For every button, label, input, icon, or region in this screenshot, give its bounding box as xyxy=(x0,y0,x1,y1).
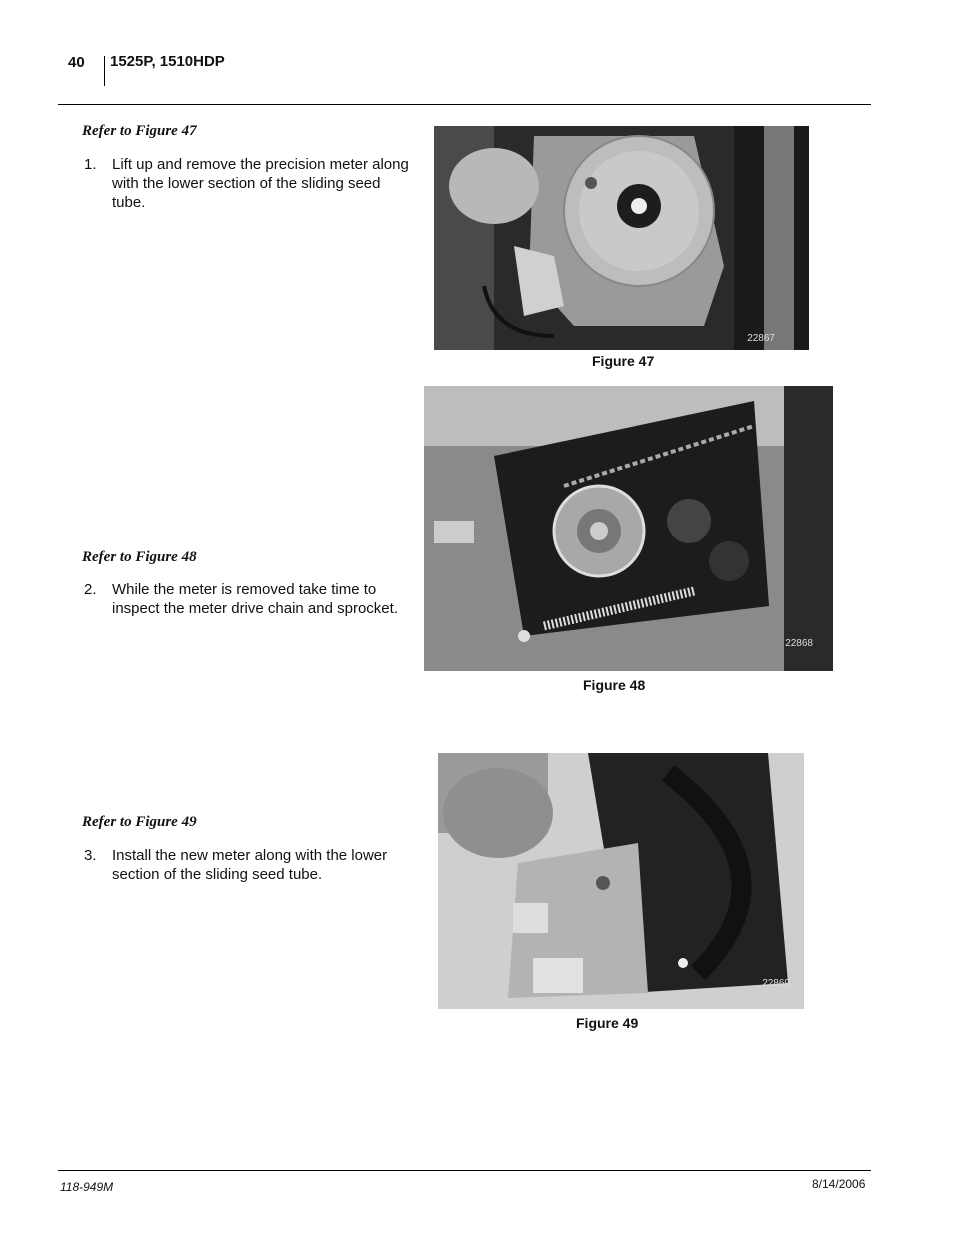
figure-48-caption: Figure 48 xyxy=(583,677,646,693)
step-text: Lift up and remove the precision meter along with the lower section of the sliding seed tube. xyxy=(112,156,409,211)
step-2 xyxy=(84,580,414,620)
document-title: 1525P, 1510HDP xyxy=(110,53,225,70)
header-rule xyxy=(58,104,871,105)
figure-reference-49: Refer to Figure 49 xyxy=(82,814,197,830)
figure-reference-48: Refer to Figure 48 xyxy=(82,549,197,565)
figure-47-photo xyxy=(434,126,809,350)
page-number: 40 xyxy=(68,54,85,71)
document-date: 8/14/2006 xyxy=(812,1177,866,1191)
header-divider xyxy=(104,56,105,86)
photo-id: 22869 xyxy=(762,978,790,989)
figure-47-caption: Figure 47 xyxy=(592,353,655,369)
step-text: While the meter is removed take time to inspect the meter drive chain and sprocket. xyxy=(112,581,398,617)
document-number: 118-949M xyxy=(60,1180,114,1194)
figure-reference-47: Refer to Figure 47 xyxy=(82,123,197,139)
figure-48-photo xyxy=(424,386,833,671)
footer-rule xyxy=(58,1170,871,1171)
photo-id: 22867 xyxy=(747,333,775,344)
step-number: 1. xyxy=(84,156,97,173)
figure-49-caption: Figure 49 xyxy=(576,1015,639,1031)
drive-chain-photo-illustration xyxy=(424,386,833,671)
step-number: 2. xyxy=(84,581,97,598)
meter-photo-illustration xyxy=(434,126,809,350)
photo-id: 22868 xyxy=(785,638,813,649)
step-number: 3. xyxy=(84,847,97,864)
install-meter-photo-illustration xyxy=(438,753,804,1009)
step-text: Install the new meter along with the lower section of the sliding seed tube. xyxy=(112,847,388,883)
step-1 xyxy=(84,155,414,215)
step-3 xyxy=(84,846,414,886)
figure-49-photo xyxy=(438,753,804,1009)
